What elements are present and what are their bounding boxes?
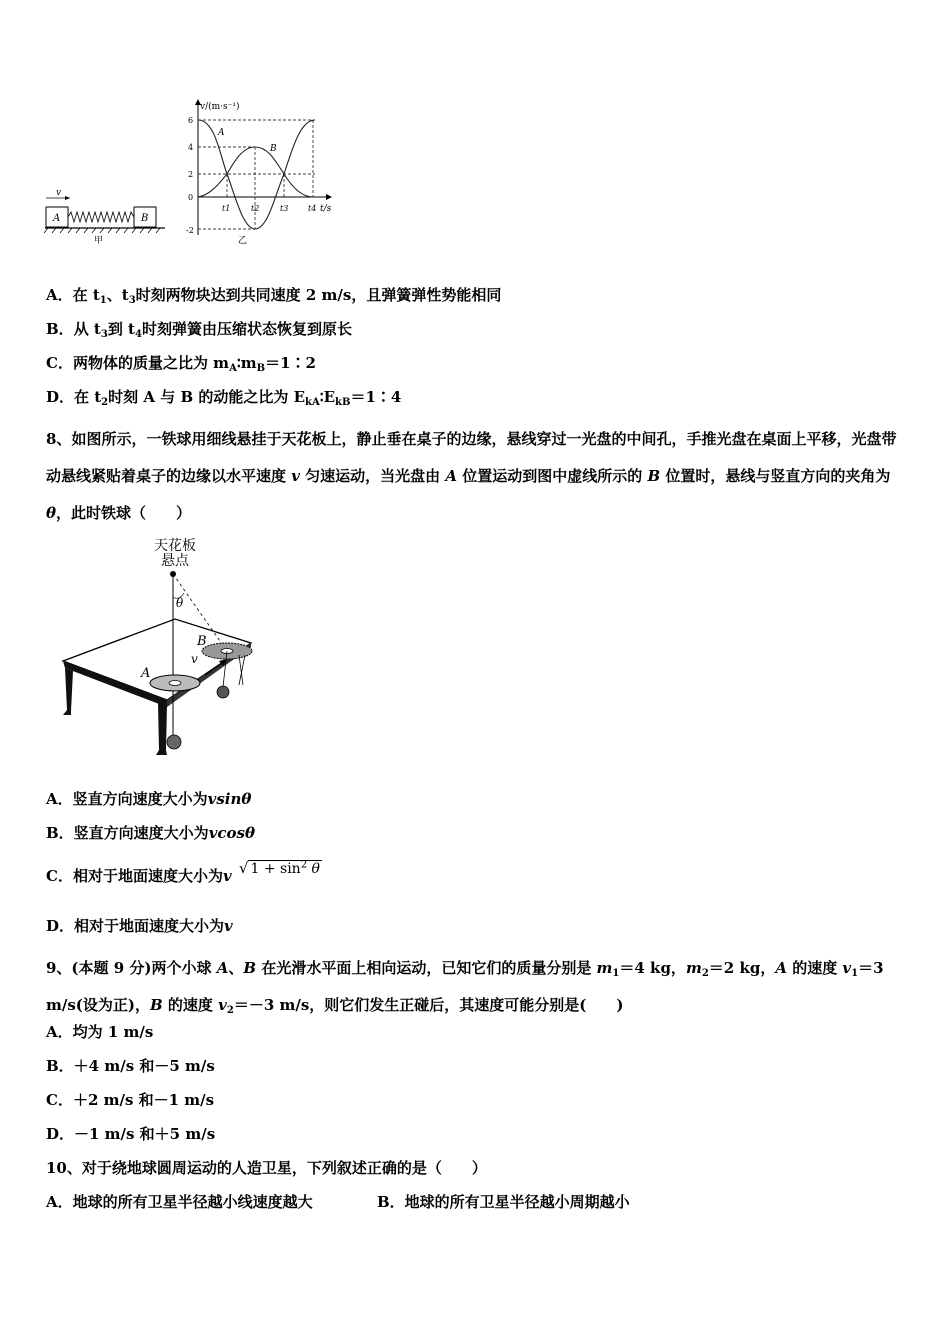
q7-option-d: D．在 $t_2$时刻 A 与 B 的动能之比为 $E_{kA}∶E_{kB}=1∶4$ [46, 388, 402, 408]
x-tick-t3: t3 [280, 204, 289, 213]
y-tick-4: 4 [188, 143, 194, 152]
q9-stem: 9、(本题 9 分)两个小球 A、B 在光滑水平面上相向运动，已知它们的质量分别是 $m_1=4$ kg，$m_2=2$ kg，A 的速度 $v_1=3$ m/s(设为正)，B 的速度 $v_2=-3$ m/s，则它们发生正碰后，其速度可能分别是( ) [46, 959, 884, 1016]
figure-table-disc [55, 535, 265, 760]
q8-option-d-v: v [224, 917, 233, 935]
y-tick-2: 2 [188, 170, 194, 179]
curve-a-label: A [218, 128, 225, 138]
q9-option-a: A．均为 1 m/s [46, 1023, 154, 1041]
sqrt-theta: θ [311, 861, 320, 877]
sqrt-expression: √ $1 + \sin^2 \theta$ [238, 859, 320, 877]
q7-option-c: C．两物体的质量之比为 $m_A∶m_B=1∶2$ [46, 354, 316, 374]
fig-a-label: A [141, 666, 151, 681]
q10-stem: 10、对于绕地球圆周运动的人造卫星，下列叙述正确的是（ ） [46, 1159, 487, 1177]
x-tick-t1: t1 [222, 204, 231, 213]
figure-1-svg [40, 95, 340, 255]
q8-option-b [46, 823, 255, 843]
q8-option-d [46, 916, 233, 936]
q9-option-d: D．－1 m/s 和＋5 m/s [46, 1125, 216, 1143]
velocity-arrow-label: v [56, 188, 62, 198]
fig-ceiling-label: 天花板 [154, 538, 196, 554]
fig-theta-label: θ [176, 596, 184, 610]
fig-point-label: 悬点 [161, 553, 189, 569]
q8-option-a [46, 789, 251, 809]
q7-option-d-label: D． [46, 388, 75, 406]
fig-v-label: v [191, 652, 198, 666]
q9-option-b: B．＋4 m/s 和－5 m/s [46, 1057, 215, 1075]
curve-b [198, 147, 313, 197]
q7-option-b-label: B． [46, 320, 74, 338]
y-tick-neg2: -2 [186, 226, 194, 235]
q8-option-b-expr: vcosθ [208, 824, 255, 842]
y-tick-6: 6 [188, 116, 194, 125]
q7-option-c-label: C． [46, 354, 73, 372]
q8-option-c-text: C．相对于地面速度大小为 [46, 867, 223, 885]
x-tick-t4: t4 [308, 204, 317, 213]
q9-option-c: C．＋2 m/s 和－1 m/s [46, 1091, 215, 1109]
q10-option-b: B．地球的所有卫星半径越小周期越小 [377, 1193, 630, 1211]
sqrt-exponent: 2 [300, 859, 308, 871]
curve-b-label: B [270, 144, 277, 154]
q7-option-a: A．在 $t_1$、$t_3$时刻两物块达到共同速度 2 m/s，且弹簧弹性势能相同 [46, 286, 502, 306]
q10-option-a: A．地球的所有卫星半径越小线速度越大 [46, 1193, 313, 1211]
q8-option-c [46, 859, 322, 896]
block-b-label: B [141, 213, 149, 224]
caption-left: 甲 [94, 236, 104, 246]
x-axis-label: t/s [320, 204, 332, 214]
y-axis-label: v/(m·s⁻¹) [200, 102, 240, 112]
q7-option-b: B．从 $t_3$到 $t_4$时刻弹簧由压缩状态恢复到原长 [46, 320, 352, 340]
q7-option-a-label: A． [46, 286, 73, 304]
q8-option-c-v: v [222, 867, 232, 885]
figure-spring-vt-graph [40, 95, 340, 255]
q8-stem: 8、如图所示，一铁球用细线悬挂于天花板上，静止垂在桌子的边缘，悬线穿过一光盘的中间孔，手推光盘在桌面上平移，光盘带动悬线紧贴着桌子的边缘以水平速度 v 匀速运动，当光盘由 A 位置运动到图中虚线所示的 B 位置时，悬线与竖直方向的夹角为 θ，此时铁球（ ） [46, 430, 897, 522]
caption-right: 乙 [238, 236, 248, 246]
sqrt-body: 1 + sin [250, 861, 301, 877]
q8-number: 8、 [46, 430, 72, 448]
q8-option-b-text: B．竖直方向速度大小为 [46, 824, 209, 842]
q8-option-a-expr: vsinθ [207, 790, 252, 808]
y-tick-0: 0 [188, 193, 194, 202]
fig-b-label: B [197, 634, 207, 649]
figure-2-svg [55, 535, 265, 760]
x-tick-t2: t2 [251, 204, 260, 213]
q8-option-a-text: A．竖直方向速度大小为 [46, 790, 208, 808]
q8-option-d-text: D．相对于地面速度大小为 [46, 917, 225, 935]
block-a-label: A [53, 213, 61, 224]
